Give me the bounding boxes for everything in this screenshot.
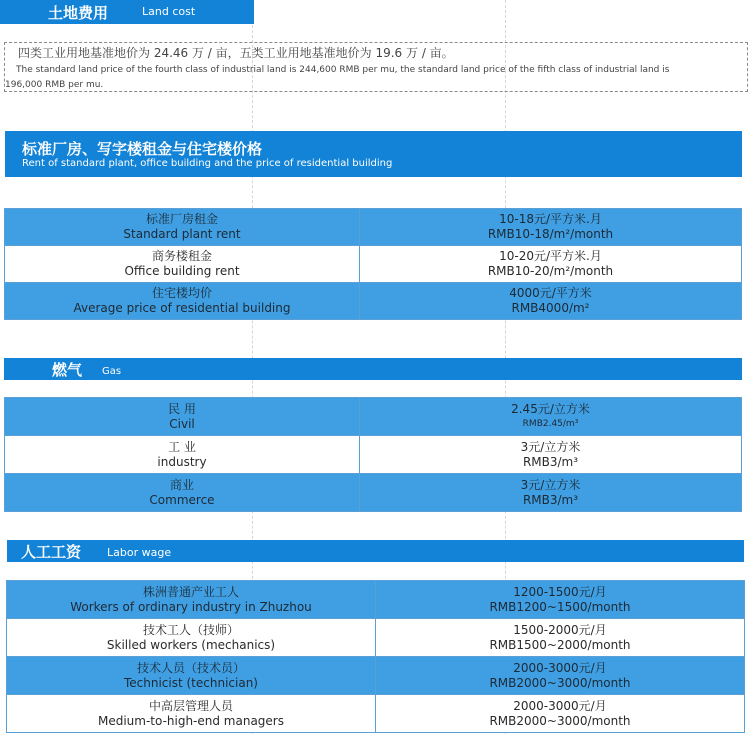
- table-row: [5, 436, 742, 474]
- wage-value-cell: [376, 657, 745, 695]
- wage-label-cn: 技术工人（技师）: [142, 622, 239, 637]
- gas-label-cell: [5, 436, 360, 474]
- gas-value-en: RMB3/m³: [522, 492, 579, 507]
- gas-value-en: RMB3/m³: [522, 454, 579, 469]
- rent-value-cn: 4000元/平方米: [509, 286, 592, 300]
- land-cost-title-en: Land cost: [142, 5, 196, 18]
- table-row: [7, 695, 745, 733]
- table-row: [7, 657, 745, 695]
- rent-label-cn: 商务楼租金: [151, 249, 212, 263]
- rent-value-cell: [360, 283, 742, 320]
- rent-label-cell: [5, 246, 360, 283]
- wage-value-cell: [376, 581, 745, 619]
- rent-table: [4, 208, 742, 320]
- gas-value-cell: [360, 474, 742, 512]
- gas-header: [4, 358, 742, 380]
- table-row: [5, 474, 742, 512]
- rent-value-cell: [360, 209, 742, 246]
- wage-value-cn: 1500-2000元/月: [513, 622, 607, 637]
- gas-value-cell: [360, 398, 742, 436]
- wage-label-cn: 中高层管理人员: [148, 698, 233, 713]
- land-note-en-line2: 196,000 RMB per mu.: [5, 80, 104, 90]
- table-row: [5, 398, 742, 436]
- wage-label-cell: [7, 695, 376, 733]
- wage-label-cn: 株洲普通产业工人: [142, 584, 239, 599]
- wage-label-cell: [7, 657, 376, 695]
- gas-label-en: Civil: [169, 416, 195, 431]
- gas-value-cell: [360, 436, 742, 474]
- land-note-en-line1: The standard land price of the fourth class of industrial land is 244,600 RMB per mu, the standard land price of the fifth class of industrial land is: [16, 65, 670, 75]
- wage-title-cn: 人工工资: [21, 543, 82, 561]
- rent-label-en: Average price of residential building: [73, 301, 291, 315]
- rent-label-cn: 标准厂房租金: [145, 212, 218, 226]
- land-note-cn: 四类工业用地基准地价为 24.46 万 / 亩，五类工业用地基准地价为 19.6 万 / 亩。: [18, 46, 454, 60]
- table-row: [7, 619, 745, 657]
- wage-label-cell: [7, 581, 376, 619]
- gas-label-en: Commerce: [149, 492, 215, 507]
- rent-value-en: RMB4000/m²: [511, 301, 590, 315]
- wage-label-en: Medium-to-high-end managers: [97, 713, 284, 728]
- land-cost-header: [0, 0, 254, 24]
- wage-header: [7, 540, 744, 562]
- gas-label-cn: 工 业: [168, 439, 196, 454]
- table-row: [5, 283, 742, 320]
- gas-label-cell: [5, 474, 360, 512]
- table-row: [5, 209, 742, 246]
- gas-title-en: Gas: [102, 366, 122, 377]
- gas-value-cn: 3元/立方米: [520, 439, 581, 454]
- wage-label-cell: [7, 619, 376, 657]
- rent-title-cn: 标准厂房、写字楼租金与住宅楼价格: [22, 140, 263, 158]
- rent-label-cn: 住宅楼均价: [151, 286, 212, 300]
- table-row: [5, 246, 742, 283]
- rent-title-en: Rent of standard plant, office building and the price of residential building: [22, 158, 393, 169]
- wage-table: [6, 580, 745, 733]
- rent-label-cell: [5, 283, 360, 320]
- land-cost-note: [4, 42, 748, 92]
- wage-value-cell: [376, 619, 745, 657]
- rent-label-en: Standard plant rent: [123, 227, 241, 241]
- wage-value-en: RMB1200~1500/month: [489, 599, 631, 614]
- wage-label-cn: 技术人员（技术员）: [136, 660, 245, 675]
- rent-value-en: RMB10-18/m²/month: [487, 227, 614, 241]
- rent-value-cell: [360, 246, 742, 283]
- rent-value-cn: 10-20元/平方米.月: [499, 249, 602, 263]
- rent-value-en: RMB10-20/m²/month: [487, 264, 614, 278]
- gas-value-cn: 3元/立方米: [520, 477, 581, 492]
- rent-label-en: Office building rent: [124, 264, 240, 278]
- wage-value-en: RMB1500~2000/month: [489, 637, 631, 652]
- wage-value-cn: 1200-1500元/月: [513, 584, 607, 599]
- land-cost-title-cn: 土地费用: [48, 4, 109, 22]
- gas-label-cn: 民 用: [168, 401, 196, 416]
- gas-label-cn: 商业: [169, 477, 194, 492]
- gas-title-cn: 燃气: [52, 361, 83, 379]
- wage-value-cn: 2000-3000元/月: [513, 698, 607, 713]
- rent-header: [5, 131, 742, 177]
- wage-label-en: Technicist (technician): [123, 675, 258, 690]
- gas-value-en: RMB2.45/m³: [522, 418, 579, 429]
- wage-title-en: Labor wage: [107, 546, 172, 559]
- wage-value-en: RMB2000~3000/month: [489, 713, 631, 728]
- gas-label-cell: [5, 398, 360, 436]
- wage-label-en: Skilled workers (mechanics): [106, 637, 276, 652]
- table-row: [7, 581, 745, 619]
- gas-table: [4, 397, 742, 512]
- rent-value-cn: 10-18元/平方米.月: [499, 212, 602, 226]
- gas-label-en: industry: [157, 454, 207, 469]
- gas-value-cn: 2.45元/立方米: [511, 401, 590, 416]
- rent-label-cell: [5, 209, 360, 246]
- wage-value-cn: 2000-3000元/月: [513, 660, 607, 675]
- wage-value-en: RMB2000~3000/month: [489, 675, 631, 690]
- wage-value-cell: [376, 695, 745, 733]
- wage-label-en: Workers of ordinary industry in Zhuzhou: [70, 599, 312, 614]
